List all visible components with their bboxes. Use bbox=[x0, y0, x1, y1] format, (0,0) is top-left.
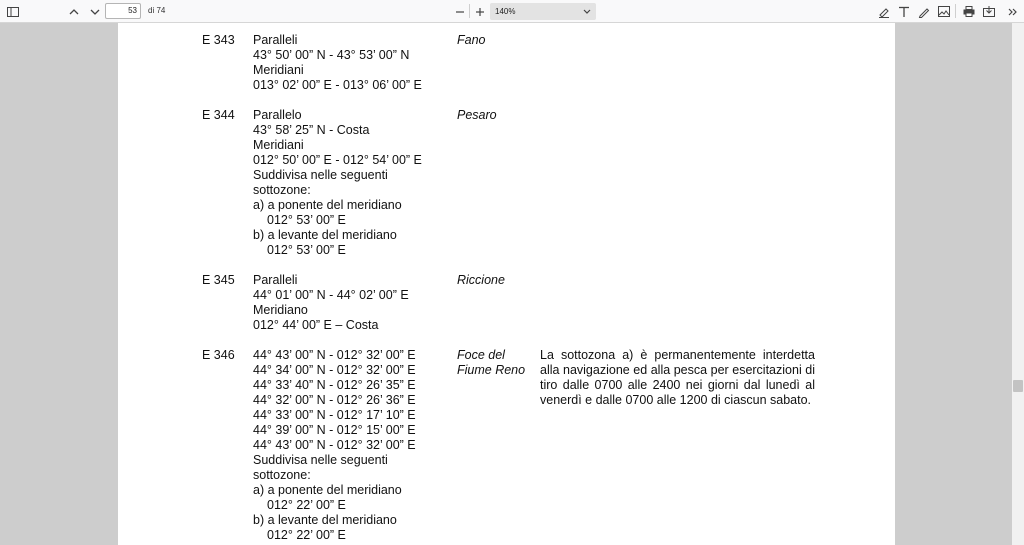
description-line: Meridiano bbox=[253, 303, 308, 317]
zoom-select[interactable] bbox=[490, 3, 596, 20]
pdf-page bbox=[118, 23, 895, 545]
description-line: b) a levante del meridiano bbox=[253, 228, 397, 242]
page-number-input[interactable]: 53 bbox=[105, 3, 141, 19]
entry-description bbox=[253, 33, 453, 93]
entry-description bbox=[253, 273, 453, 333]
description-line: Meridiani bbox=[253, 63, 304, 77]
description-line: 43° 50’ 00” N - 43° 53’ 00” N bbox=[253, 48, 410, 62]
description-line: 44° 33’ 00” N - 012° 17’ 10” E bbox=[253, 408, 416, 422]
description-line: 012° 22’ 00” E bbox=[267, 528, 346, 542]
description-line: 44° 32’ 00” N - 012° 26’ 36” E bbox=[253, 393, 416, 407]
description-line: 44° 33’ 40” N - 012° 26’ 35” E bbox=[253, 378, 416, 392]
description-line: sottozone: bbox=[253, 468, 311, 482]
description-line: sottozone: bbox=[253, 183, 311, 197]
entry-note: La sottozona a) è permanentemente interdetta alla navigazione ed alla pesca per esercitazioni di tiro dalle 0700 alle 2400 nei giorni dal lunedì al venerdì e dalle 0700 alle 1200 di ciascun sabato. bbox=[540, 348, 815, 407]
entry-description bbox=[253, 348, 453, 543]
place-line: Fano bbox=[457, 33, 486, 47]
draw-icon[interactable] bbox=[916, 4, 931, 19]
previous-page-icon[interactable] bbox=[66, 4, 81, 19]
zoom-out-icon[interactable] bbox=[452, 4, 467, 19]
description-line: Paralleli bbox=[253, 273, 298, 287]
print-icon[interactable] bbox=[961, 4, 976, 19]
zoom-value: 140% bbox=[495, 7, 516, 16]
description-line: 44° 34’ 00” N - 012° 32’ 00” E bbox=[253, 363, 416, 377]
entry-code: E 345 bbox=[202, 273, 235, 287]
entry-place bbox=[457, 108, 537, 123]
description-line: 012° 50’ 00” E - 012° 54’ 00” E bbox=[253, 153, 422, 167]
entry-place bbox=[457, 33, 537, 48]
entry-code: E 344 bbox=[202, 108, 235, 122]
highlight-icon[interactable] bbox=[876, 4, 891, 19]
entry-code: E 346 bbox=[202, 348, 235, 362]
scrollbar-thumb[interactable] bbox=[1013, 380, 1023, 392]
page-total-label: di 74 bbox=[148, 6, 166, 15]
place-line: Foce del bbox=[457, 348, 505, 362]
zoom-in-icon[interactable] bbox=[472, 4, 487, 19]
place-line: Fiume Reno bbox=[457, 363, 526, 377]
document-table bbox=[118, 23, 895, 545]
description-line: Suddivisa nelle seguenti bbox=[253, 453, 388, 467]
description-line: Parallelo bbox=[253, 108, 302, 122]
description-line: 012° 44’ 00” E – Costa bbox=[253, 318, 379, 332]
description-line: 43° 58’ 25” N - Costa bbox=[253, 123, 370, 137]
description-line: 44° 39’ 00” N - 012° 15’ 00” E bbox=[253, 423, 416, 437]
description-line: 013° 02’ 00” E - 013° 06’ 00” E bbox=[253, 78, 422, 92]
description-line: 44° 01’ 00” N - 44° 02’ 00” E bbox=[253, 288, 409, 302]
text-tool-icon[interactable] bbox=[896, 4, 911, 19]
description-line: Paralleli bbox=[253, 33, 298, 47]
description-line: 44° 43’ 00” N - 012° 32’ 00” E bbox=[253, 438, 416, 452]
description-line: Meridiani bbox=[253, 138, 304, 152]
description-line: Suddivisa nelle seguenti bbox=[253, 168, 388, 182]
entry-code: E 343 bbox=[202, 33, 235, 47]
entry-place bbox=[457, 348, 537, 378]
description-line: 012° 22’ 00” E bbox=[267, 498, 346, 512]
description-line: 44° 43’ 00” N - 012° 32’ 00” E bbox=[253, 348, 416, 362]
description-line: 012° 53’ 00” E bbox=[267, 213, 346, 227]
description-line: a) a ponente del meridiano bbox=[253, 483, 402, 497]
toolbar-divider bbox=[955, 4, 956, 18]
toolbar-divider bbox=[469, 4, 470, 18]
image-icon[interactable] bbox=[936, 4, 951, 19]
next-page-icon[interactable] bbox=[87, 4, 102, 19]
entry-description bbox=[253, 108, 453, 258]
place-line: Pesaro bbox=[457, 108, 497, 122]
description-line: a) a ponente del meridiano bbox=[253, 198, 402, 212]
place-line: Riccione bbox=[457, 273, 505, 287]
save-download-icon[interactable] bbox=[981, 4, 996, 19]
entry-place bbox=[457, 273, 537, 288]
more-tools-icon[interactable] bbox=[1005, 4, 1020, 19]
vertical-scrollbar[interactable] bbox=[1012, 23, 1024, 545]
description-line: 012° 53’ 00” E bbox=[267, 243, 346, 257]
pdf-toolbar bbox=[0, 0, 1024, 23]
sidebar-toggle-icon[interactable] bbox=[5, 4, 20, 19]
description-line: b) a levante del meridiano bbox=[253, 513, 397, 527]
